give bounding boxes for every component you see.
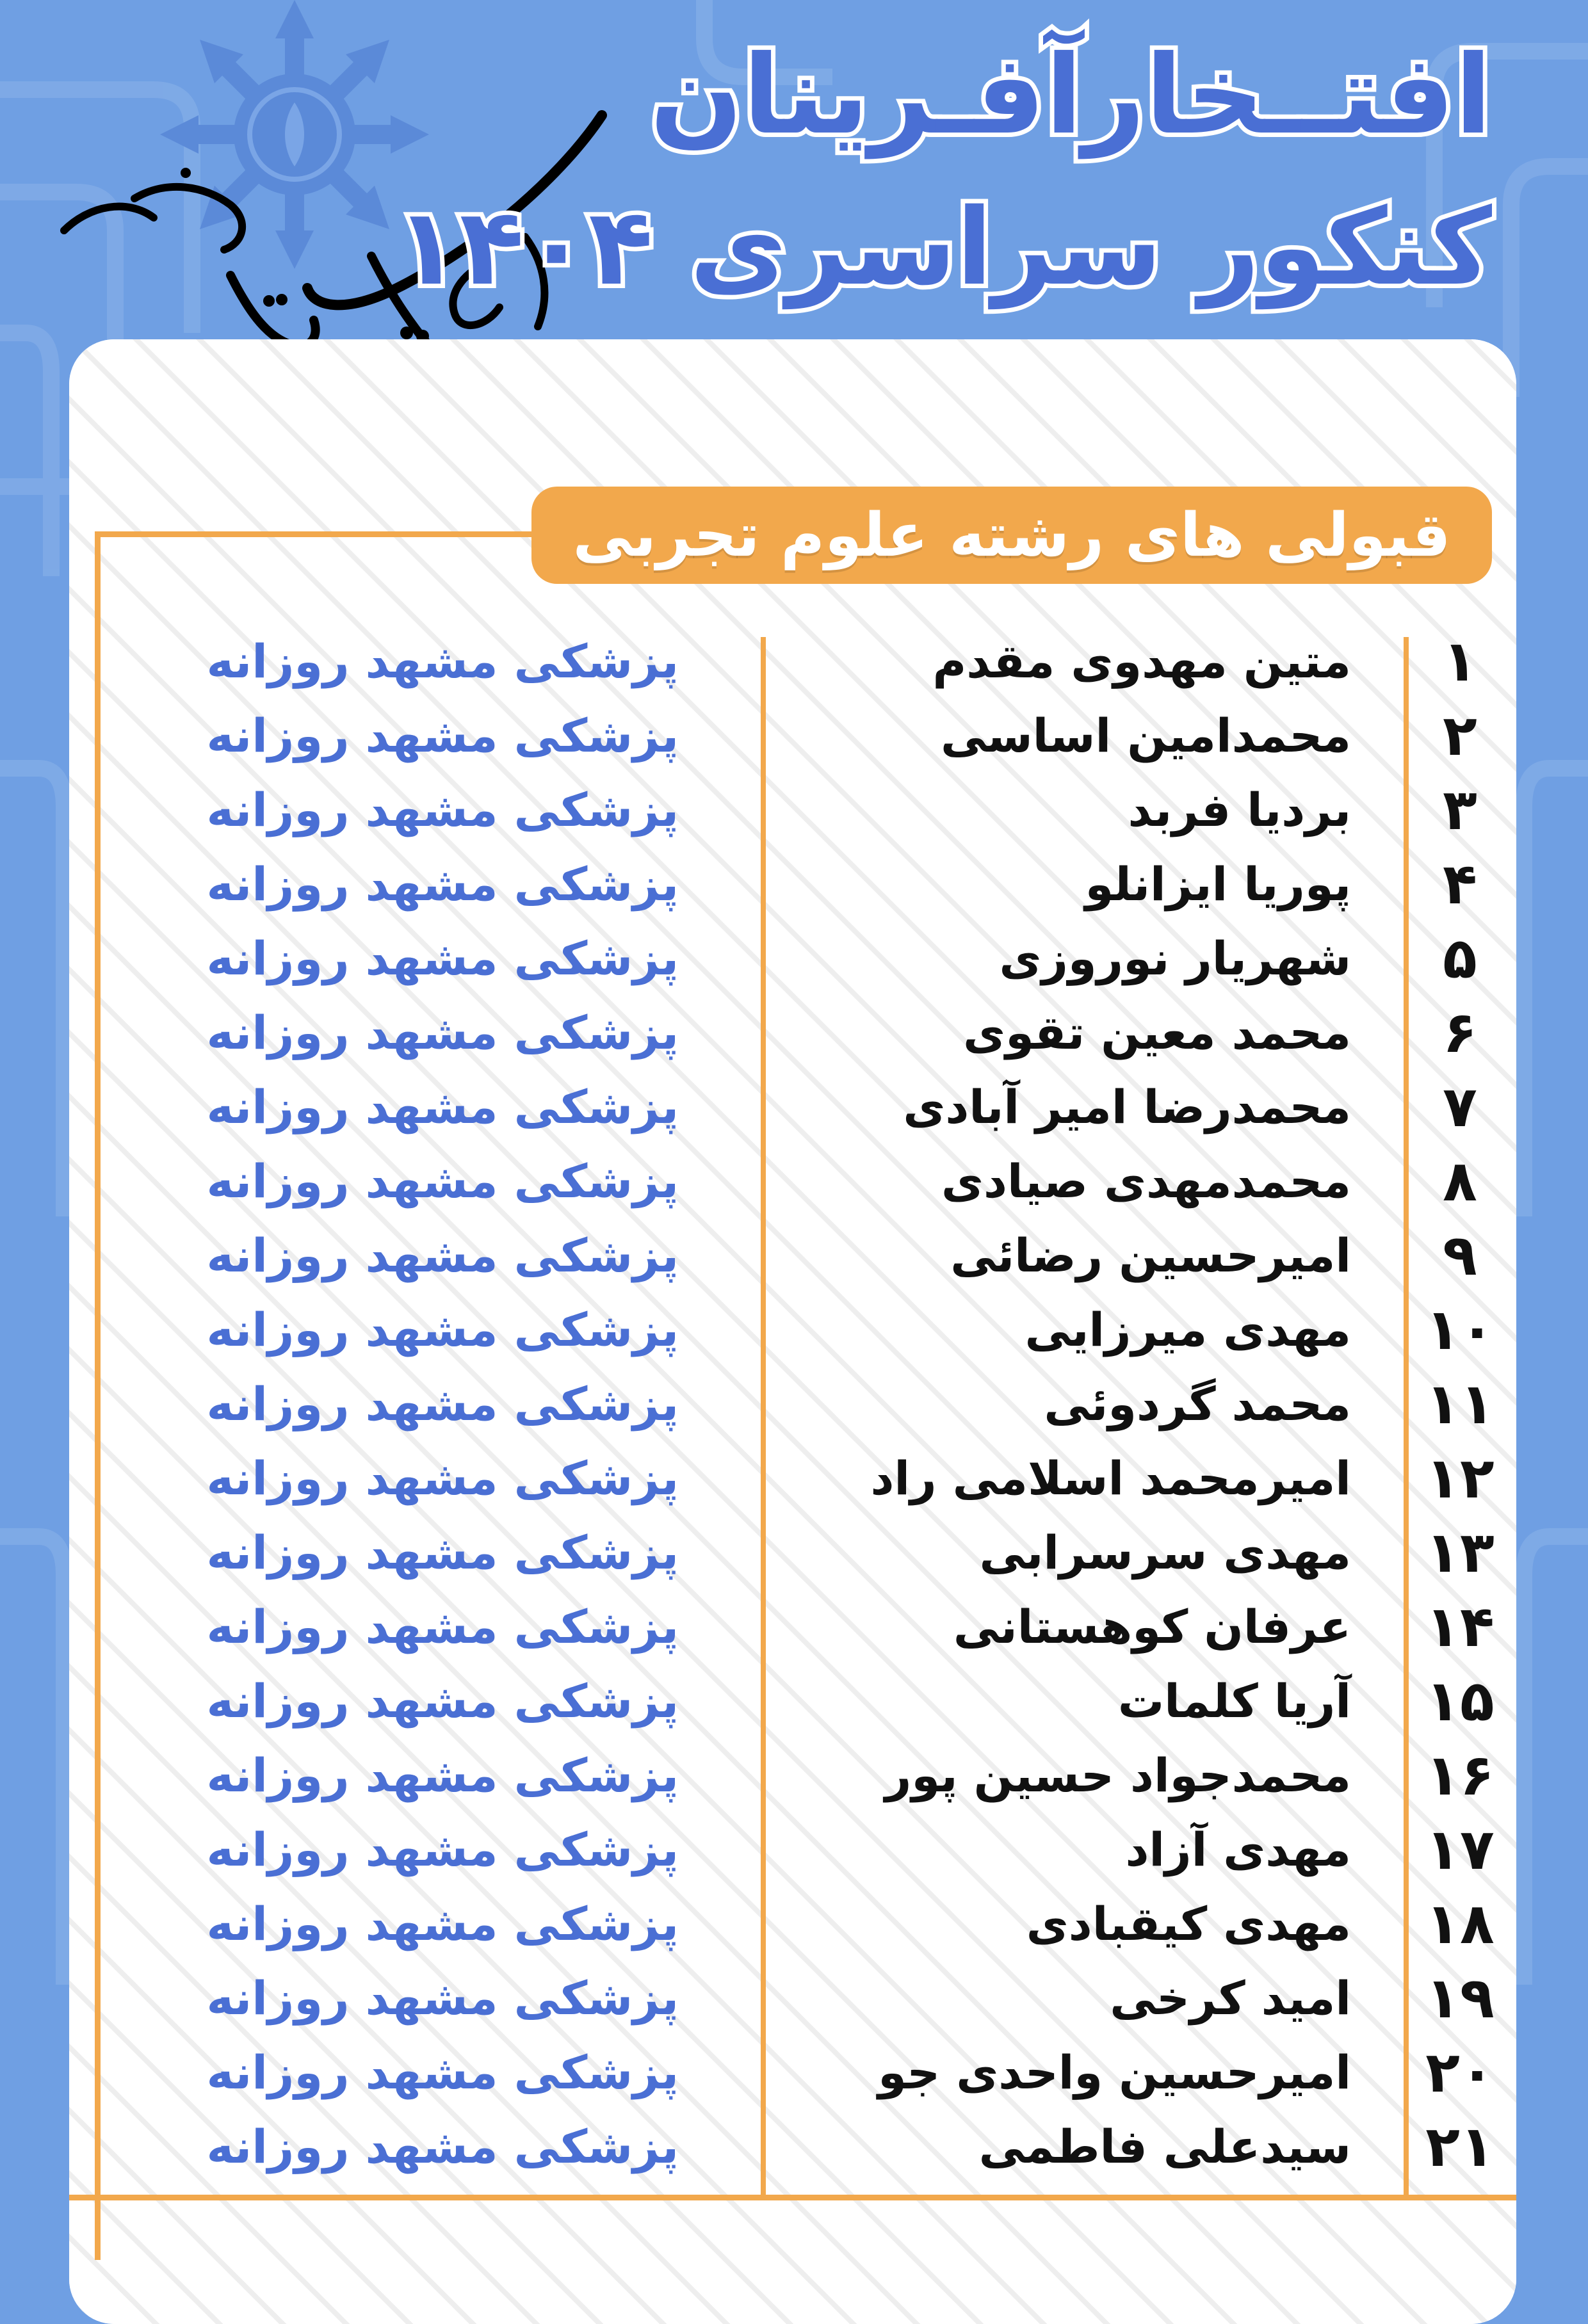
- student-number: ۷: [1443, 1074, 1477, 1140]
- student-number: ۵: [1443, 925, 1477, 991]
- student-name: پوریا ایزانلو: [1085, 857, 1351, 911]
- frame-line-top: [95, 531, 569, 537]
- student-name: محمد گردوئی: [1044, 1377, 1351, 1431]
- student-major: پزشکی مشهد روزانه: [206, 1600, 679, 1654]
- student-name: محمدرضا امیر آبادی: [903, 1080, 1351, 1134]
- student-name: مهدی میرزایی: [1025, 1303, 1351, 1357]
- page-subtitle: کنکور سراسری ۱۴۰۴: [394, 186, 1492, 309]
- student-name: محمد معین تقوی: [963, 1006, 1351, 1060]
- student-number: ۱۵: [1425, 1668, 1495, 1734]
- student-major: پزشکی مشهد روزانه: [206, 1303, 679, 1357]
- student-name: متین مهدوی مقدم: [932, 634, 1351, 688]
- student-major: پزشکی مشهد روزانه: [206, 1971, 679, 2025]
- student-number: ۶: [1443, 999, 1477, 1065]
- student-major: پزشکی مشهد روزانه: [206, 709, 679, 763]
- section-banner-label: قبولی های رشته علوم تجربی: [572, 500, 1451, 570]
- student-name: محمدامین اساسی: [940, 709, 1351, 763]
- student-name: محمدمهدی صیادی: [941, 1154, 1351, 1208]
- student-name: شهریار نوروزی: [999, 932, 1351, 985]
- student-major: پزشکی مشهد روزانه: [206, 1748, 679, 1802]
- student-major: پزشکی مشهد روزانه: [206, 2046, 679, 2099]
- student-major: پزشکی مشهد روزانه: [206, 932, 679, 985]
- student-number: ۸: [1443, 1148, 1477, 1214]
- student-major: پزشکی مشهد روزانه: [206, 1526, 679, 1579]
- column-divider: [761, 637, 766, 2199]
- student-major: پزشکی مشهد روزانه: [206, 1451, 679, 1505]
- student-number: ۱۳: [1425, 1519, 1495, 1585]
- student-name: امیرحسین رضائی: [950, 1229, 1351, 1282]
- student-number: ۱۲: [1425, 1445, 1495, 1511]
- student-number: ۱۴: [1425, 1594, 1495, 1659]
- student-major: پزشکی مشهد روزانه: [206, 1229, 679, 1282]
- student-name: مهدی کیقبادی: [1026, 1897, 1351, 1951]
- student-number: ۱۰: [1425, 1296, 1495, 1362]
- student-number: ۱۸: [1425, 1891, 1495, 1957]
- student-name: محمدجواد حسین پور: [884, 1748, 1351, 1802]
- student-name: امیرمحمد اسلامی راد: [870, 1451, 1351, 1505]
- student-major: پزشکی مشهد روزانه: [206, 1823, 679, 1876]
- frame-line-left: [95, 531, 101, 2260]
- student-major: پزشکی مشهد روزانه: [206, 634, 679, 688]
- student-major: پزشکی مشهد روزانه: [206, 1080, 679, 1134]
- student-major: پزشکی مشهد روزانه: [206, 1897, 679, 1951]
- number-column-divider: [1404, 637, 1409, 2199]
- student-major: پزشکی مشهد روزانه: [206, 1377, 679, 1431]
- student-number: ۴: [1443, 851, 1477, 917]
- student-number: ۲۰: [1425, 2039, 1495, 2105]
- student-number: ۲: [1443, 702, 1477, 768]
- frame-line-bottom: [69, 2195, 1516, 2200]
- page-title: افتــخارآفـرینان: [649, 32, 1492, 159]
- student-major: پزشکی مشهد روزانه: [206, 783, 679, 837]
- student-number: ۳: [1443, 777, 1477, 843]
- section-banner: [531, 487, 1492, 584]
- student-name: سیدعلی فاطمی: [978, 2120, 1351, 2174]
- student-number: ۹: [1443, 1222, 1477, 1288]
- student-name: مهدی سرسرابی: [979, 1526, 1351, 1579]
- student-name: بردیا فربد: [1128, 783, 1351, 837]
- student-major: پزشکی مشهد روزانه: [206, 1006, 679, 1060]
- student-number: ۱: [1443, 628, 1477, 694]
- student-name: امیرحسین واحدی جو: [878, 2046, 1351, 2099]
- student-number: ۱۶: [1425, 1742, 1495, 1808]
- student-number: ۲۱: [1425, 2113, 1495, 2179]
- student-major: پزشکی مشهد روزانه: [206, 1674, 679, 1728]
- student-major: پزشکی مشهد روزانه: [206, 1154, 679, 1208]
- student-number: ۱۷: [1425, 1816, 1495, 1882]
- student-name: مهدی آزاد: [1125, 1823, 1351, 1876]
- student-major: پزشکی مشهد روزانه: [206, 2120, 679, 2174]
- student-name: امید کرخی: [1110, 1971, 1351, 2025]
- student-major: پزشکی مشهد روزانه: [206, 857, 679, 911]
- student-number: ۱۱: [1425, 1371, 1495, 1437]
- student-name: عرفان کوهستانی: [953, 1600, 1351, 1654]
- student-name: آریا کلمات: [1117, 1674, 1351, 1728]
- student-number: ۱۹: [1425, 1965, 1495, 2031]
